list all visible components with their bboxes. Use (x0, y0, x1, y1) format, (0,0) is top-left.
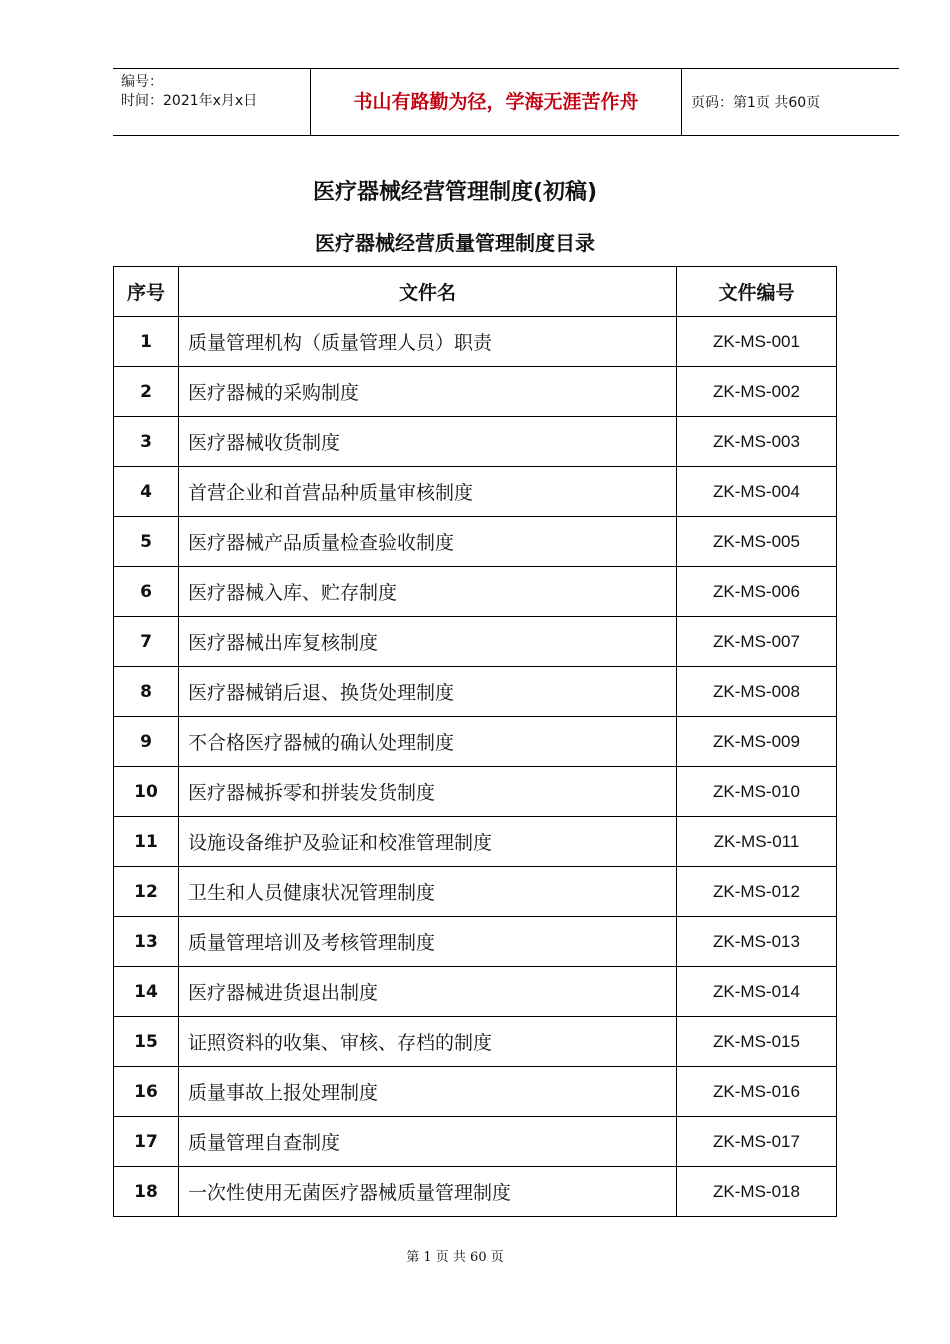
row-file-name: 医疗器械拆零和拼装发货制度 (179, 767, 677, 817)
toc-table (113, 266, 837, 1217)
row-number: 17 (114, 1117, 179, 1167)
page-header (113, 68, 899, 136)
row-file-code: ZK-MS-010 (677, 767, 837, 817)
row-file-code: ZK-MS-012 (677, 867, 837, 917)
table-row (114, 1167, 837, 1217)
row-file-code: ZK-MS-018 (677, 1167, 837, 1217)
row-number: 11 (114, 817, 179, 867)
row-number: 3 (114, 417, 179, 467)
table-row (114, 967, 837, 1017)
row-number: 18 (114, 1167, 179, 1217)
row-number: 6 (114, 567, 179, 617)
table-row (114, 667, 837, 717)
table-row (114, 367, 837, 417)
document-title: 医疗器械经营管理制度(初稿) (312, 180, 598, 205)
row-file-name: 首营企业和首营品种质量审核制度 (179, 467, 677, 517)
row-number: 10 (114, 767, 179, 817)
table-row (114, 867, 837, 917)
row-number: 8 (114, 667, 179, 717)
row-file-name: 医疗器械入库、贮存制度 (179, 567, 677, 617)
table-row (114, 1067, 837, 1117)
row-file-name: 医疗器械进货退出制度 (179, 967, 677, 1017)
row-number: 7 (114, 617, 179, 667)
row-file-code: ZK-MS-015 (677, 1017, 837, 1067)
row-file-name: 不合格医疗器械的确认处理制度 (179, 717, 677, 767)
row-file-name: 卫生和人员健康状况管理制度 (179, 867, 677, 917)
row-number: 2 (114, 367, 179, 417)
row-file-code: ZK-MS-006 (677, 567, 837, 617)
column-header-filecode: 文件编号 (677, 267, 837, 317)
row-file-code: ZK-MS-003 (677, 417, 837, 467)
row-file-code: ZK-MS-017 (677, 1117, 837, 1167)
row-file-code: ZK-MS-005 (677, 517, 837, 567)
table-row (114, 417, 837, 467)
header-meta (121, 73, 311, 111)
row-file-name: 医疗器械出库复核制度 (179, 617, 677, 667)
table-row (114, 517, 837, 567)
table-row (114, 617, 837, 667)
row-number: 16 (114, 1067, 179, 1117)
table-row (114, 567, 837, 617)
table-row (114, 467, 837, 517)
table-row (114, 767, 837, 817)
row-number: 1 (114, 317, 179, 367)
row-file-code: ZK-MS-007 (677, 617, 837, 667)
row-number: 15 (114, 1017, 179, 1067)
row-file-code: ZK-MS-001 (677, 317, 837, 367)
document-subtitle: 医疗器械经营质量管理制度目录 (315, 231, 595, 255)
row-file-name: 质量管理培训及考核管理制度 (179, 917, 677, 967)
row-file-code: ZK-MS-011 (677, 817, 837, 867)
row-number: 13 (114, 917, 179, 967)
row-file-code: ZK-MS-004 (677, 467, 837, 517)
table-row (114, 1117, 837, 1167)
table-row (114, 817, 837, 867)
row-file-name: 医疗器械销后退、换货处理制度 (179, 667, 677, 717)
table-row (114, 717, 837, 767)
row-file-name: 质量管理机构（质量管理人员）职责 (179, 317, 677, 367)
row-file-name: 医疗器械收货制度 (179, 417, 677, 467)
row-file-name: 质量管理自查制度 (179, 1117, 677, 1167)
header-motto: 书山有路勤为径，学海无涯苦作舟 (353, 91, 639, 113)
row-file-code: ZK-MS-009 (677, 717, 837, 767)
row-file-code: ZK-MS-008 (677, 667, 837, 717)
row-number: 4 (114, 467, 179, 517)
row-file-name: 证照资料的收集、审核、存档的制度 (179, 1017, 677, 1067)
date-line: 时间：2021年x月x日 (121, 93, 258, 109)
page-footer: 第 1 页 共 60 页 (406, 1250, 504, 1265)
row-file-code: ZK-MS-002 (677, 367, 837, 417)
column-header-number: 序号 (114, 267, 179, 317)
table-row (114, 917, 837, 967)
row-file-code: ZK-MS-016 (677, 1067, 837, 1117)
row-number: 9 (114, 717, 179, 767)
row-file-name: 医疗器械产品质量检查验收制度 (179, 517, 677, 567)
row-file-name: 医疗器械的采购制度 (179, 367, 677, 417)
serial-label: 编号： (121, 74, 163, 90)
header-page-info: 页码：第1页 共60页 (691, 95, 821, 111)
row-number: 5 (114, 517, 179, 567)
header-divider (681, 69, 682, 135)
table-row (114, 1017, 837, 1067)
row-file-name: 设施设备维护及验证和校准管理制度 (179, 817, 677, 867)
row-file-code: ZK-MS-013 (677, 917, 837, 967)
row-number: 12 (114, 867, 179, 917)
table-row (114, 317, 837, 367)
row-file-name: 一次性使用无菌医疗器械质量管理制度 (179, 1167, 677, 1217)
toc-header-row (114, 267, 837, 317)
row-file-name: 质量事故上报处理制度 (179, 1067, 677, 1117)
row-file-code: ZK-MS-014 (677, 967, 837, 1017)
column-header-filename: 文件名 (179, 267, 677, 317)
row-number: 14 (114, 967, 179, 1017)
